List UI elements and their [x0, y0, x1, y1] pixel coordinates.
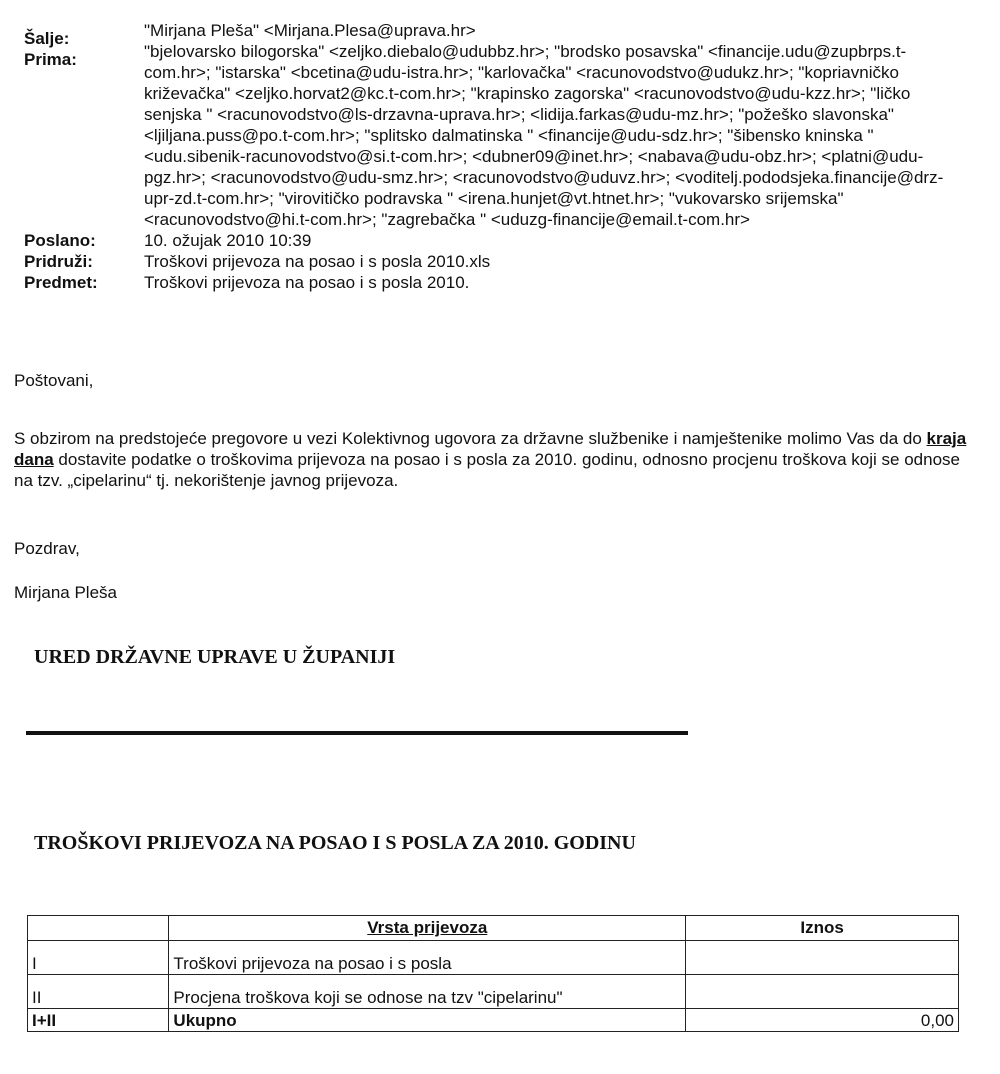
- row-label: Troškovi prijevoza na posao i s posla: [169, 941, 686, 975]
- header-type: Vrsta prijevoza: [367, 918, 488, 937]
- body-paragraph: [14, 428, 974, 491]
- row-label: Procjena troškova koji se odnose na tzv "cipelarinu": [169, 975, 686, 1009]
- signature-line: [26, 731, 688, 735]
- sent-row: [24, 230, 984, 251]
- row-code: I+II: [28, 1009, 169, 1032]
- to-label: Prima:: [24, 50, 77, 69]
- email-header: [24, 20, 984, 293]
- row-code: I: [28, 941, 169, 975]
- subject-label: Predmet:: [24, 273, 98, 292]
- table-row: [28, 975, 959, 1009]
- office-title: URED DRŽAVNE UPRAVE U ŽUPANIJI: [34, 646, 396, 668]
- from-value: "Mirjana Pleša" <Mirjana.Plesa@uprava.hr>: [144, 21, 476, 40]
- subject-value: Troškovi prijevoza na posao i s posla 2010.: [144, 273, 470, 292]
- header-amount: Iznos: [686, 916, 959, 941]
- signature: Mirjana Pleša: [14, 583, 117, 602]
- closing: Pozdrav,: [14, 539, 80, 558]
- deadline-emphasis: kraja dana: [14, 429, 967, 469]
- sent-value: 10. ožujak 2010 10:39: [144, 231, 312, 250]
- header-code-cell: [28, 916, 169, 941]
- sent-label: Poslano:: [24, 231, 96, 250]
- body-text-before: S obzirom na predstojeće pregovore u vezi Kolektivnog ugovora za državne službenike i namještenike molimo Vas da do: [14, 429, 927, 448]
- subject-row: [24, 272, 984, 293]
- body-text-after: dostavite podatke o troškovima prijevoza na posao i s posla za 2010. godinu, odnosno procjenu troškova koji se odnose na tzv. „cipelarinu“ tj. nekorištenje javnog prijevoza.: [14, 450, 960, 490]
- table-row-total: [28, 1009, 959, 1032]
- transport-cost-table: [27, 915, 959, 1032]
- to-row: [24, 41, 984, 230]
- to-value: "bjelovarsko bilogorska" <zeljko.diebalo@udubbz.hr>; "brodsko posavska" <financije.udu@zupbrps.t-com.hr>; "istarska" <bcetina@udu-istra.hr>; "karlovačka" <racunovodstvo@udukz.hr>; "kopriavničko križevačka" <zeljko.horvat2@kc.t-com.hr>; "krapinsko zagorska" <racunovodstvo@udu-kzz.hr>; "ličko senjska " <racunovodstvo@ls-drzavna-uprava.hr>; <lidija.farkas@udu-mz.hr>; "požeško slavonska" <ljiljana.puss@po.t-com.hr>; "splitsko dalmatinska " <financije@udu-sdz.hr>; "šibensko kninska " <udu.sibenik-racunovodstvo@si.t-com.hr>; <dubner09@inet.hr>; <nabava@udu-obz.hr>; <platni@udu-pgz.hr>; <racunovodstvo@udu-smz.hr>; <racunovodstvo@uduvz.hr>; <voditelj.pododsjeka.financije@drz-upr-zd.t-com.hr>; "virovitičko podravska " <irena.hunjet@vt.htnet.hr>; "vukovarsko srijemska" <racunovodstvo@hi.t-com.hr>; "zagrebačka " <uduzg-financije@email.t-com.hr>: [144, 42, 944, 229]
- from-label: Šalje:: [24, 29, 70, 48]
- row-label: Ukupno: [169, 1009, 686, 1032]
- attachment-link[interactable]: Troškovi prijevoza na posao i s posla 2010.xls: [144, 252, 491, 271]
- table-header-row: [28, 916, 959, 941]
- total-amount: 0,00: [686, 1009, 959, 1032]
- amount-field[interactable]: [686, 975, 959, 1009]
- greeting: Poštovani,: [14, 371, 94, 390]
- attach-row: [24, 251, 984, 272]
- document-title: TROŠKOVI PRIJEVOZA NA POSAO I S POSLA ZA 2010. GODINU: [34, 832, 636, 854]
- amount-field[interactable]: [686, 941, 959, 975]
- row-code: II: [28, 975, 169, 1009]
- header-type-cell: [169, 916, 686, 941]
- attach-label: Pridruži:: [24, 252, 93, 271]
- table-row: [28, 941, 959, 975]
